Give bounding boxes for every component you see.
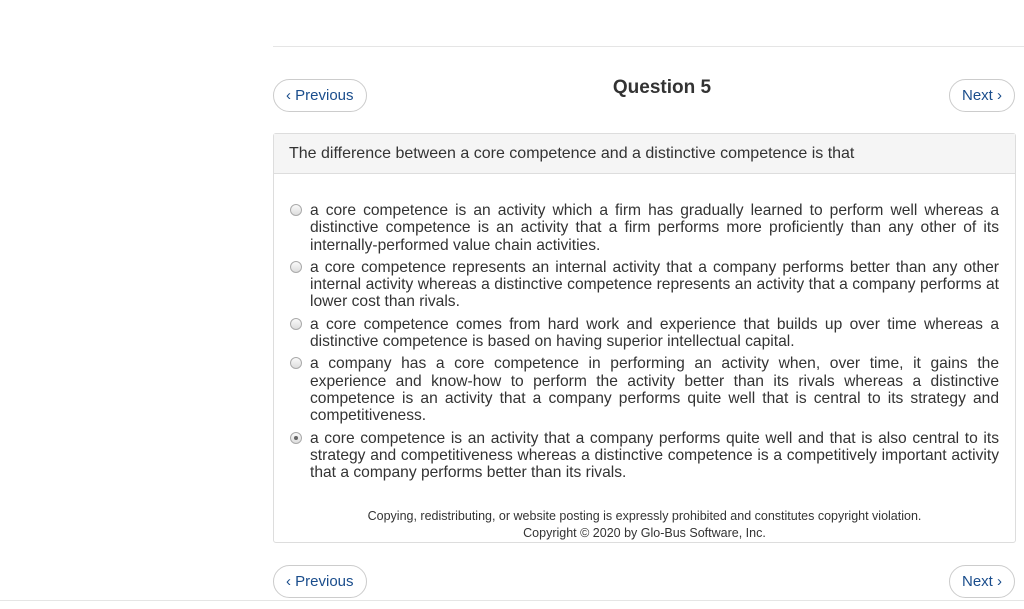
top-divider	[273, 46, 1024, 47]
next-button-bottom[interactable]: Next ›	[949, 565, 1015, 598]
answer-option-2[interactable]	[288, 259, 999, 311]
radio-button[interactable]	[290, 357, 302, 369]
radio-button[interactable]	[290, 204, 302, 216]
option-text: a core competence represents an internal activity that a company performs better than any other internal activity whereas a distinctive competence represents an activity that a company performs at lower cost than rivals.	[310, 258, 999, 311]
copyright-notice: Copying, redistributing, or website posting is expressly prohibited and constitutes copyright violation.	[367, 509, 922, 523]
option-text: a core competence is an activity that a company performs quite well and that is also central to its strategy and competitiveness whereas a distinctive competence is a competitively important activity that a company performs better than its rivals.	[310, 429, 999, 482]
next-button[interactable]: Next ›	[949, 79, 1015, 112]
question-panel	[273, 133, 1016, 543]
question-title: Question 5	[612, 77, 712, 98]
radio-button[interactable]	[290, 318, 302, 330]
viewport-bottom-edge	[0, 600, 1024, 609]
copyright-footer	[274, 508, 1015, 542]
copyright-line: Copyright © 2020 by Glo-Bus Software, Inc.	[523, 526, 766, 540]
previous-button[interactable]: ‹ Previous	[273, 79, 367, 112]
radio-button[interactable]	[290, 261, 302, 273]
question-prompt: The difference between a core competence and a distinctive competence is that	[274, 134, 1015, 174]
answer-option-3[interactable]	[288, 316, 999, 351]
radio-button-selected[interactable]	[290, 432, 302, 444]
answer-options	[288, 202, 999, 486]
previous-button-bottom[interactable]: ‹ Previous	[273, 565, 367, 598]
answer-option-1[interactable]	[288, 202, 999, 254]
answer-option-5[interactable]	[288, 430, 999, 482]
option-text: a core competence is an activity which a firm has gradually learned to perform well whereas a distinctive competence is an activity that a firm performs more proficiently than any other of its internally-performed value chain activities.	[310, 202, 999, 254]
option-text: a core competence comes from hard work and experience that builds up over time whereas a distinctive competence is based on having superior intellectual capital.	[310, 315, 999, 351]
answer-option-4[interactable]	[288, 355, 999, 424]
option-text: a company has a core competence in performing an activity when, over time, it gains the experience and know-how to perform the activity better than its rivals whereas a distinctive competence is an activity that a company performs quite well that is central to its strategy and competitiveness.	[310, 355, 999, 425]
